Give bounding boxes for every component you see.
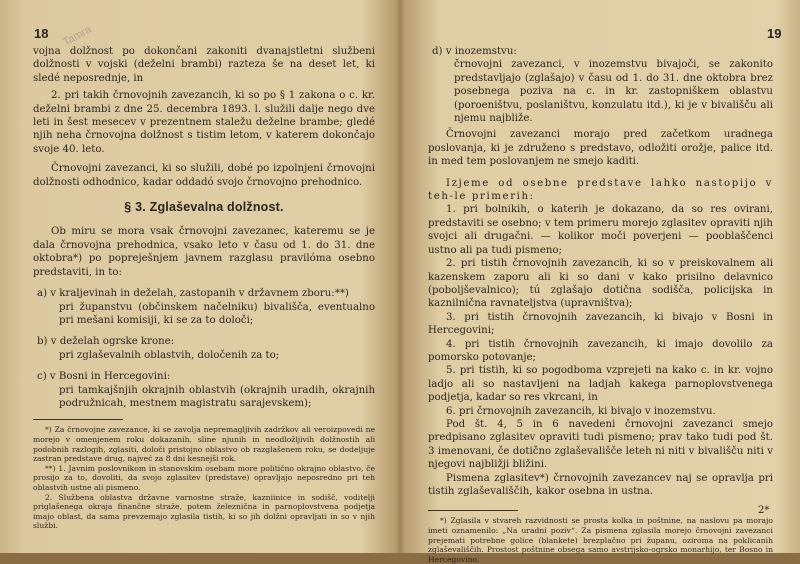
- page-number: 19: [767, 26, 782, 41]
- footnote: *) Za črnovojne zavezance, ki se zavolja nepremagljivih zadržkov ali veroizpovedi ne morejo v omenjenem roku dokazanih, sline njunih in neodložljivih dolžnostih ali podobnih razlogih, zglasiti, določi pristojno oblastvo ob razglašenem roku, se dodeljuje zastran predstave drug, najveć za 8 dni kesnejši rok.: [33, 425, 375, 464]
- item-lead: a) v kraljevinah in deželah, zastopanih v državnem zboru:**): [37, 288, 349, 300]
- footnotes: [428, 516, 773, 564]
- footnotes: [33, 425, 375, 531]
- list-item: [33, 335, 375, 362]
- item-text: pri tamkajšnjih okrajnih oblastvih (okrajnih uradih, okrajnih podružnicah, mestnem magistratu sarajevskem);: [59, 384, 375, 409]
- footnote-divider: [33, 419, 123, 420]
- footnote: 2. Službena oblastva državne varnostne straže, kazniinice in sodišč, voditelji priglašenega okraja finančne straže, potem železnična in parnoplovstvena podjetja imajo oblast, da sama prevzemajo zglasila tistih, ki so jih dolžni opravljati in so v njih službi.: [33, 492, 375, 531]
- signature-mark: 2*: [758, 505, 770, 516]
- exception-item: 4. pri tistih črnovojnih zavezancih, ki imajo dovolilo za pomorsko potovanje;: [428, 338, 773, 363]
- exception-item: 6. pri črnovojnih zavezancih, ki bivajo v inozemstvu.: [446, 405, 716, 417]
- paragraph: Črnovojni zavezanci morajo pred začetkom uradnega poslovanja, ki je združeno s predstavo, odložiti orožje, palice itd. in med tem poslovanjem ne smejo kaditi.: [428, 129, 773, 168]
- paragraph: vojna dolžnost po dokončani zakoniti dvanajstletni službeni dolžnosti v vojski (deželni brambi) razteza še na deset let, ki sledé neposrednje, in: [33, 46, 375, 84]
- section-heading: § 3. Zglaševalna dolžnost.: [124, 200, 284, 215]
- list-item: [33, 370, 375, 410]
- item-text: pri zglaševalnih oblastvih, določenih za to;: [59, 349, 280, 361]
- exception-item: 1. pri bolnikih, o katerih je dokazano, da so res ovirani, predstaviti se osebno; v tem primeru morejo zglasitev opraviti njih svojci ali drugačni. — kolikor moči poverjeni — pooblaščenci ustno ali pa tudi pismeno;: [428, 204, 773, 256]
- left-page: [0, 0, 398, 553]
- page-number: 18: [34, 26, 49, 41]
- paragraph: Pismena zglasitev*) črnovojnih zavezancev naj se opravlja pri tistih zglaševališčih, kakor osebna in ustna.: [428, 472, 773, 497]
- paragraph: Pod št. 4, 5 in 6 navedeni črnovojni zavezanci smejo predpisano zglasitev opraviti tudi pismeno; prav tako tudi pod št. 3 imenovani, če dotično zglaševališče leteh ni niti v bivališču niti v njegovi najbližji bližini.: [428, 418, 773, 471]
- footnote: **) 1. Javnim poslovnikom in stanovskim osebam more politično okrajno oblastvo, če prosijo za to, dovoliti, da svojo zglasitev (predstave) opravljajo neposredno pri teh oblastvih ustne ali pismeno.: [33, 463, 375, 492]
- footnote-divider: [428, 510, 518, 511]
- list-item: [33, 287, 375, 327]
- paragraph: Ob miru se mora vsak črnovojni zavezanec, kateremu se je dala črnovojna prehodnica, vsako leto v času od 1. do 31. dne oktobra*) po popreješnjem javnem razglasu pravilóma osebno predstaviti, in to:: [33, 226, 375, 278]
- list-item: [428, 45, 773, 125]
- exception-item: 5. pri tistih, ki so pogodboma vzprejeti na kako c. in kr. vojno ladjo ali so nastavljeni na ladjah kakega parnoplovstvenega podjetja, kadar so res vkrcani, in: [428, 365, 773, 404]
- exception-item: 2. pri tistih črnovojnih zavezancih, ki so v preiskovalnem ali kazenskem zaporu ali ki so dani v kako prisilno delavnico (poboljševalnico); tú zglašajo dotična sodišča, policijska in kaznilnična ravnateljstva (upravništva);: [428, 258, 773, 310]
- exception-item: 3. pri tistih črnovojnih zavezancih, ki bivajo v Bosni in Hercegovini;: [428, 311, 773, 337]
- item-lead: d) v inozemstvu:: [432, 46, 517, 57]
- paragraph: Črnovojni zavezanci, ki so služili, dobé po izpolnjeni črnovojni dolžnosti odhodnico, kadar oddadó svojo črnovojno prehodnico.: [33, 163, 375, 188]
- right-text-column: [428, 45, 773, 564]
- item-text: pri županstvu (občinskem načelniku) bivališča, eventualno pri mešani komisiji, ki se za to določi;: [59, 301, 375, 326]
- item-lead: c) v Bosni in Hercegovini:: [37, 371, 171, 383]
- item-lead: b) v deželah ogrske krone:: [37, 336, 175, 348]
- footnote: *) Zglasila v stvareh razvidnosti se prosta kolka in poštnine, na naslovu pa morajo imeti oznamenilo: „Na uradni poziv“. Za pismena zglasila morejo črnovojni zavezanci prejemati potrebne golice (blankete) brezplačno pri županu, oziroma na poklicanih zglaševališčih. Prostost poštnine obsega samo avstrijsko-ogrsko monarhijo, ter Bosno in Hercegovino.: [428, 516, 773, 564]
- right-page: [402, 0, 800, 564]
- paragraph: 2. pri takih črnovojnih zavezancih, ki so po § 1 zakona o c. kr. deželni brambi z dne 25. decembra 1893. l. služili dalje nego dve leti in šest mesecev v prezentnem staležu deželne brambe; gledé njih neha črnovojna dolžnost s tistim letom, v katerem dokončajo svoje 40. leto.: [33, 90, 375, 155]
- left-text-column: [33, 45, 375, 531]
- library-stamp: Tamra: [60, 23, 94, 49]
- paragraph: Izjeme od osebne predstave lahko nastopijo v teh-le primerih:: [428, 177, 773, 203]
- item-text: črnovojni zavezanci, v inozemstvu bivajoči, se zakonito predstavljajo (zglašajo) v času od 1. do 31. dne oktobra brez posebnega poziva na c. in kr. zastopniškem oblastvu (poroeništvu, poslaništvu, konzulatu itd.), ki je v bivališču ali njemu najbliže.: [454, 59, 773, 125]
